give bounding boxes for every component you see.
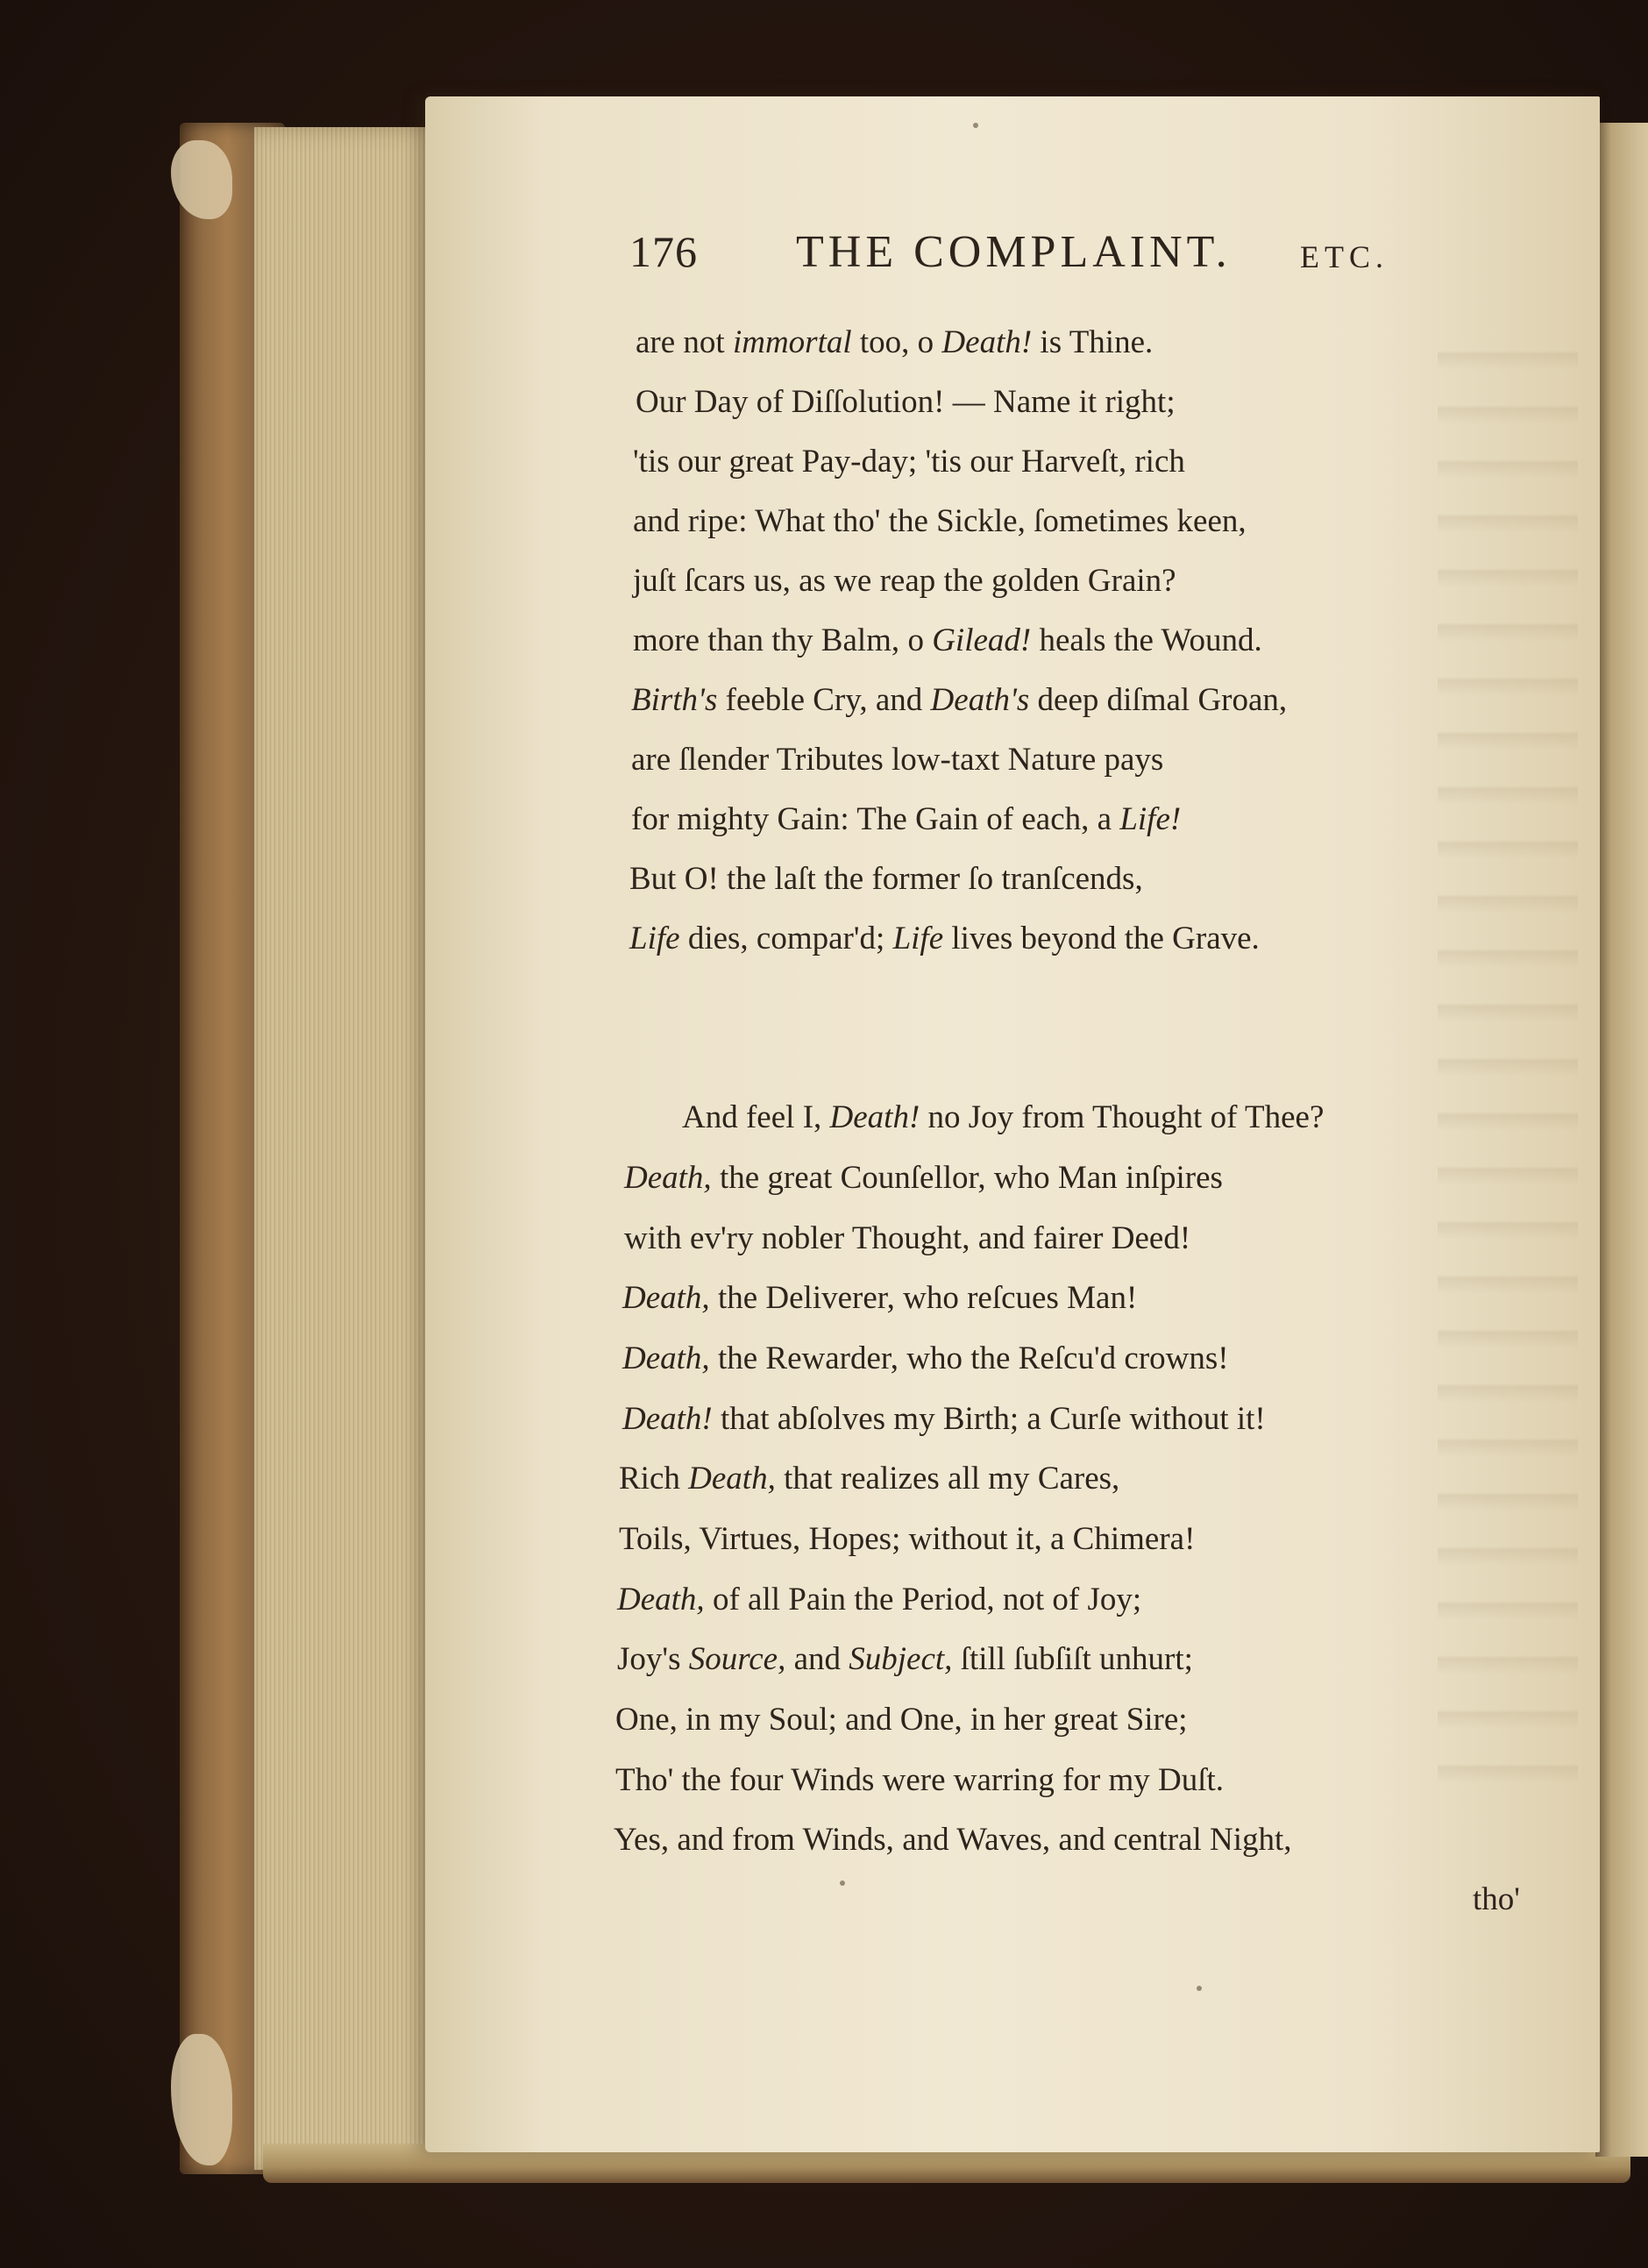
verse-line: Death, the great Counſellor, who Man inſpires <box>624 1160 1223 1196</box>
verse-line: juſt ſcars us, as we reap the golden Grain? <box>633 563 1176 599</box>
verse-line: Death, the Rewarder, who the Reſcu'd crowns! <box>622 1340 1229 1376</box>
verse-line: Toils, Virtues, Hopes; without it, a Chimera! <box>619 1521 1196 1557</box>
catchword: tho' <box>1473 1881 1520 1917</box>
running-title: THE COMPLAINT. <box>796 227 1232 277</box>
page-number: 176 <box>629 227 698 276</box>
verse-line: Life dies, compar'd; Life lives beyond the Grave. <box>629 921 1260 956</box>
verse-line: more than thy Balm, o Gilead! heals the Wound. <box>633 622 1262 658</box>
verse-line: But O! the laſt the former ſo tranſcends, <box>629 861 1143 897</box>
verse-line: Rich Death, that realizes all my Cares, <box>619 1461 1120 1497</box>
verse-line: Tho' the four Winds were warring for my Duſt. <box>615 1762 1225 1798</box>
verse-line: and ripe: What tho' the Sickle, ſometimes keen, <box>633 503 1247 539</box>
verse-line: And feel I, Death! no Joy from Thought of Thee? <box>682 1099 1325 1135</box>
verse-line: are not immortal too, o Death! is Thine. <box>636 324 1154 360</box>
verse-line: Death, the Deliverer, who reſcues Man! <box>622 1280 1138 1316</box>
verse-line: Birth's feeble Cry, and Death's deep diſmal Groan, <box>631 682 1288 718</box>
verse-line: Death, of all Pain the Period, not of Joy; <box>617 1582 1142 1617</box>
paper-speck <box>840 1881 845 1886</box>
verse-line: 'tis our great Pay-day; 'tis our Harveſt, rich <box>633 444 1185 480</box>
verse-line: with ev'ry nobler Thought, and fairer Deed! <box>624 1220 1191 1256</box>
verse-line: Death! that abſolves my Birth; a Curſe without it! <box>622 1401 1266 1437</box>
verse-line: Yes, and from Winds, and Waves, and central Night, <box>614 1822 1292 1858</box>
verse-line: for mighty Gain: The Gain of each, a Life! <box>631 801 1182 837</box>
paper-speck <box>973 123 978 128</box>
page-header <box>629 226 1418 288</box>
verse-line: Joy's Source, and Subject, ſtill ſubſiſt unhurt; <box>617 1641 1193 1677</box>
verse-line: One, in my Soul; and One, in her great Sire; <box>615 1702 1188 1738</box>
verse-line: are ſlender Tributes low-taxt Nature pays <box>631 742 1164 778</box>
running-title-suffix: ETC. <box>1300 239 1389 274</box>
verse-line: Our Day of Diſſolution! — Name it right; <box>636 384 1176 420</box>
paper-speck <box>1197 1986 1202 1991</box>
